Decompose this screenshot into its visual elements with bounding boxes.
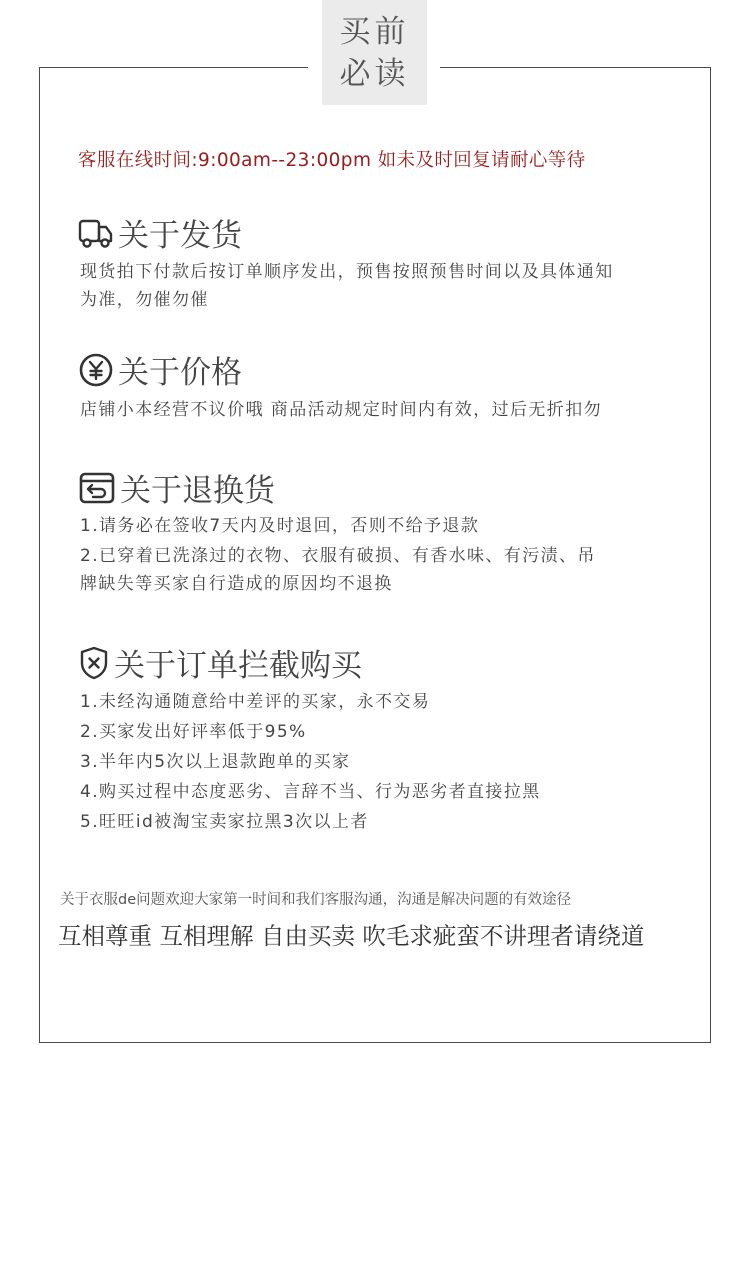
footer-slogan: 互相尊重 互相理解 自由买卖 吹毛求疵蛮不讲理者请绕道 xyxy=(58,922,645,950)
section-shipping-text xyxy=(80,258,680,314)
text-line: 4.购买过程中态度恶劣、言辞不当、行为恶劣者直接拉黑 xyxy=(80,782,541,802)
section-price-heading xyxy=(78,347,242,392)
page-title-line-1: 买前 xyxy=(339,13,410,50)
section-returns-heading xyxy=(78,465,275,510)
text-line: 为准，勿催勿催 xyxy=(80,290,209,310)
truck-icon xyxy=(78,216,114,250)
text-line: 牌缺失等买家自行造成的原因均不退换 xyxy=(80,574,393,594)
page-title-line-2: 必读 xyxy=(339,55,410,92)
text-line: 2.已穿着已洗涤过的衣物、衣服有破损、有香水味、有污渍、吊 xyxy=(80,546,596,566)
text-line: 3.半年内5次以上退款跑单的买家 xyxy=(80,752,351,772)
section-shipping-heading xyxy=(78,210,242,255)
footer-note: 关于衣服de问题欢迎大家第一时间和我们客服沟通，沟通是解决问题的有效途径 xyxy=(60,892,572,908)
return-box-icon xyxy=(78,471,116,505)
section-blocking-heading xyxy=(78,640,362,685)
section-price-title: 关于价格 xyxy=(118,355,242,391)
section-blocking-title: 关于订单拦截购买 xyxy=(114,648,362,684)
section-returns-title: 关于退换货 xyxy=(120,473,275,509)
frame-gap-right xyxy=(427,62,440,72)
page-title xyxy=(322,0,427,105)
service-hours: 客服在线时间:9:00am--23:00pm 如未及时回复请耐心等待 xyxy=(78,150,586,171)
section-blocking-text xyxy=(80,687,680,837)
text-line: 店铺小本经营不议价哦 商品活动规定时间内有效，过后无折扣勿 xyxy=(80,400,603,420)
shield-x-icon xyxy=(78,645,110,681)
text-line: 1.请务必在签收7天内及时退回，否则不给予退款 xyxy=(80,516,480,536)
frame-gap-left xyxy=(308,62,322,72)
section-returns-text xyxy=(80,512,680,598)
section-price-text xyxy=(80,396,680,424)
yen-icon xyxy=(78,352,114,388)
text-line: 5.旺旺id被淘宝卖家拉黑3次以上者 xyxy=(80,812,369,832)
text-line: 1.未经沟通随意给中差评的买家，永不交易 xyxy=(80,692,431,712)
text-line: 2.买家发出好评率低于95% xyxy=(80,722,307,742)
text-line: 现货拍下付款后按订单顺序发出，预售按照预售时间以及具体通知 xyxy=(80,262,614,282)
section-shipping-title: 关于发货 xyxy=(118,218,242,254)
